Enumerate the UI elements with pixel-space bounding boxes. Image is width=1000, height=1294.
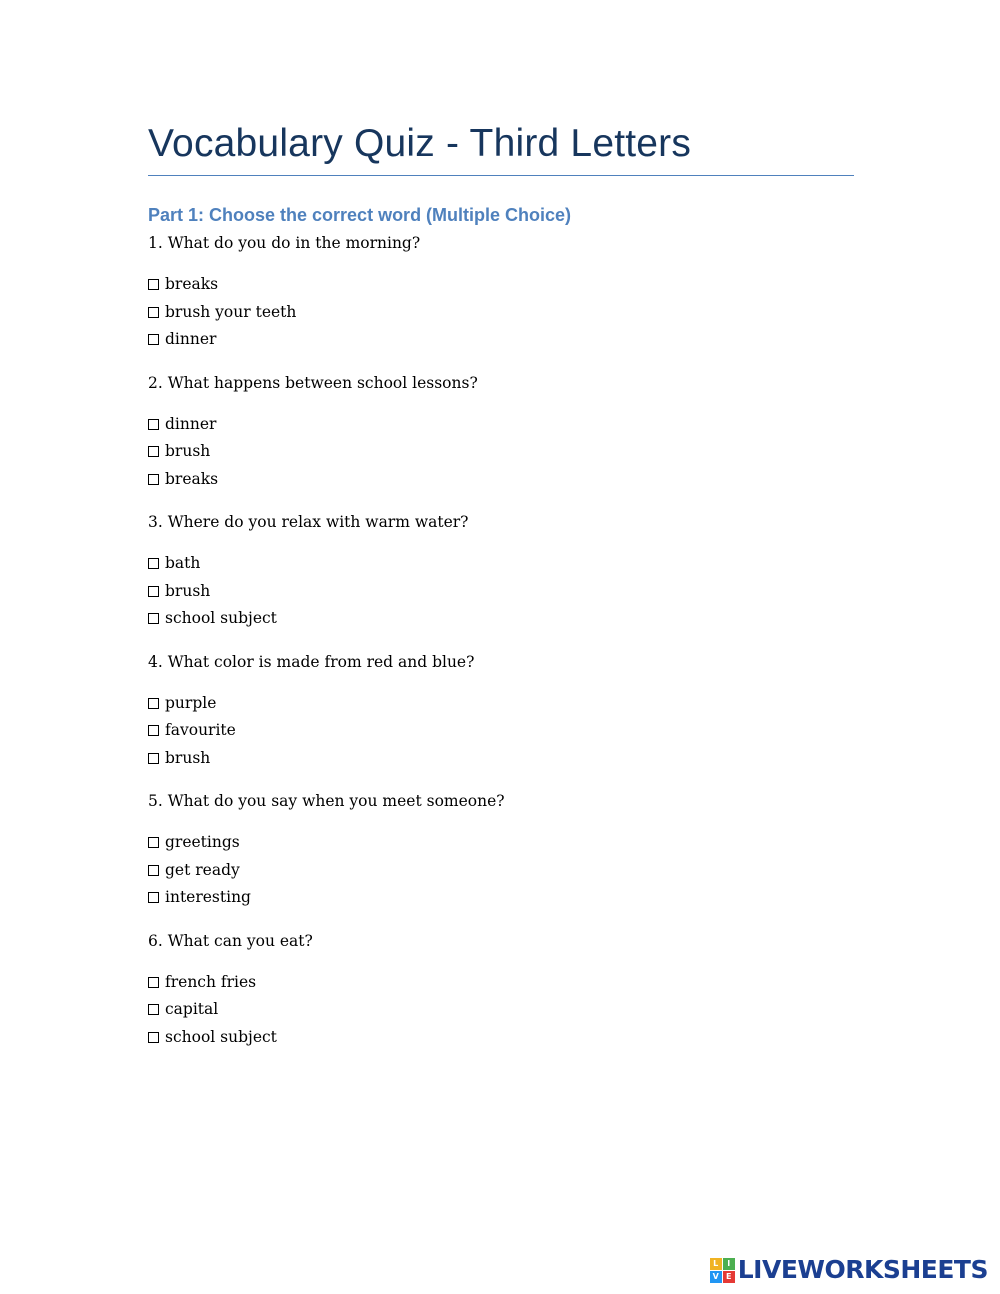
checkbox-icon[interactable] — [148, 419, 159, 430]
option-label: interesting — [165, 888, 251, 906]
answer-option[interactable] — [148, 271, 854, 299]
answer-option[interactable] — [148, 326, 854, 354]
question-1 — [148, 228, 854, 368]
option-label: capital — [165, 1000, 219, 1018]
question-4 — [148, 647, 854, 787]
question-3 — [148, 507, 854, 647]
answer-option[interactable] — [148, 690, 854, 718]
option-label: school subject — [165, 609, 277, 627]
brand-wordmark: LIVEWORKSHEETS — [737, 1255, 988, 1284]
answer-option[interactable] — [148, 438, 854, 466]
question-list — [148, 228, 854, 1065]
question-text: 2. What happens between school lessons? — [148, 373, 478, 392]
checkbox-icon[interactable] — [148, 446, 159, 457]
option-label: brush your teeth — [165, 302, 297, 321]
checkbox-icon[interactable] — [148, 753, 159, 764]
liveworksheets-brand — [710, 1255, 988, 1285]
checkbox-icon[interactable] — [148, 558, 159, 569]
option-label: favourite — [165, 721, 236, 739]
answer-option[interactable] — [148, 969, 854, 997]
option-label: breaks — [165, 275, 219, 293]
checkbox-icon[interactable] — [148, 307, 159, 318]
checkbox-icon[interactable] — [148, 1004, 159, 1015]
option-label: brush — [165, 748, 211, 767]
option-label: bath — [165, 554, 201, 572]
answer-options — [148, 550, 854, 633]
answer-option[interactable] — [148, 1024, 854, 1052]
answer-options — [148, 271, 854, 354]
checkbox-icon[interactable] — [148, 837, 159, 848]
option-label: purple — [165, 693, 217, 712]
checkbox-icon[interactable] — [148, 865, 159, 876]
question-text: 4. What color is made from red and blue? — [148, 652, 475, 671]
answer-option[interactable] — [148, 411, 854, 439]
answer-option[interactable] — [148, 745, 854, 773]
liveworksheets-logo-icon — [710, 1258, 735, 1283]
answer-option[interactable] — [148, 996, 854, 1024]
question-text: 1. What do you do in the morning? — [148, 234, 421, 252]
option-label: brush — [165, 581, 211, 600]
question-text: 5. What do you say when you meet someone? — [148, 792, 505, 810]
answer-option[interactable] — [148, 578, 854, 606]
answer-option[interactable] — [148, 550, 854, 578]
checkbox-icon[interactable] — [148, 474, 159, 485]
answer-options — [148, 829, 854, 912]
question-6 — [148, 926, 854, 1066]
logo-tile-i: I — [723, 1258, 735, 1270]
logo-tile-e: E — [723, 1271, 735, 1283]
answer-option[interactable] — [148, 299, 854, 327]
question-2 — [148, 368, 854, 508]
option-label: french fries — [165, 972, 257, 991]
answer-options — [148, 411, 854, 494]
answer-options — [148, 690, 854, 773]
page-title: Vocabulary Quiz - Third Letters — [148, 122, 692, 165]
answer-option[interactable] — [148, 466, 854, 494]
option-label: breaks — [165, 469, 219, 488]
option-label: get ready — [165, 860, 240, 879]
checkbox-icon[interactable] — [148, 613, 159, 624]
question-text: 6. What can you eat? — [148, 931, 313, 950]
option-label: dinner — [165, 330, 217, 348]
answer-option[interactable] — [148, 857, 854, 885]
question-text: 3. Where do you relax with warm water? — [148, 513, 469, 531]
question-5 — [148, 786, 854, 926]
answer-option[interactable] — [148, 829, 854, 857]
checkbox-icon[interactable] — [148, 892, 159, 903]
option-label: school subject — [165, 1027, 277, 1046]
option-label: brush — [165, 442, 211, 460]
answer-option[interactable] — [148, 717, 854, 745]
section-heading: Part 1: Choose the correct word (Multiple Choice) — [148, 205, 572, 225]
checkbox-icon[interactable] — [148, 725, 159, 736]
logo-tile-l: L — [710, 1258, 722, 1270]
checkbox-icon[interactable] — [148, 334, 159, 345]
answer-option[interactable] — [148, 605, 854, 633]
checkbox-icon[interactable] — [148, 1032, 159, 1043]
checkbox-icon[interactable] — [148, 279, 159, 290]
logo-tile-v: V — [710, 1271, 722, 1283]
title-divider — [148, 175, 854, 176]
option-label: dinner — [165, 414, 217, 433]
answer-options — [148, 969, 854, 1052]
checkbox-icon[interactable] — [148, 586, 159, 597]
option-label: greetings — [165, 833, 240, 851]
answer-option[interactable] — [148, 884, 854, 912]
checkbox-icon[interactable] — [148, 698, 159, 709]
checkbox-icon[interactable] — [148, 977, 159, 988]
